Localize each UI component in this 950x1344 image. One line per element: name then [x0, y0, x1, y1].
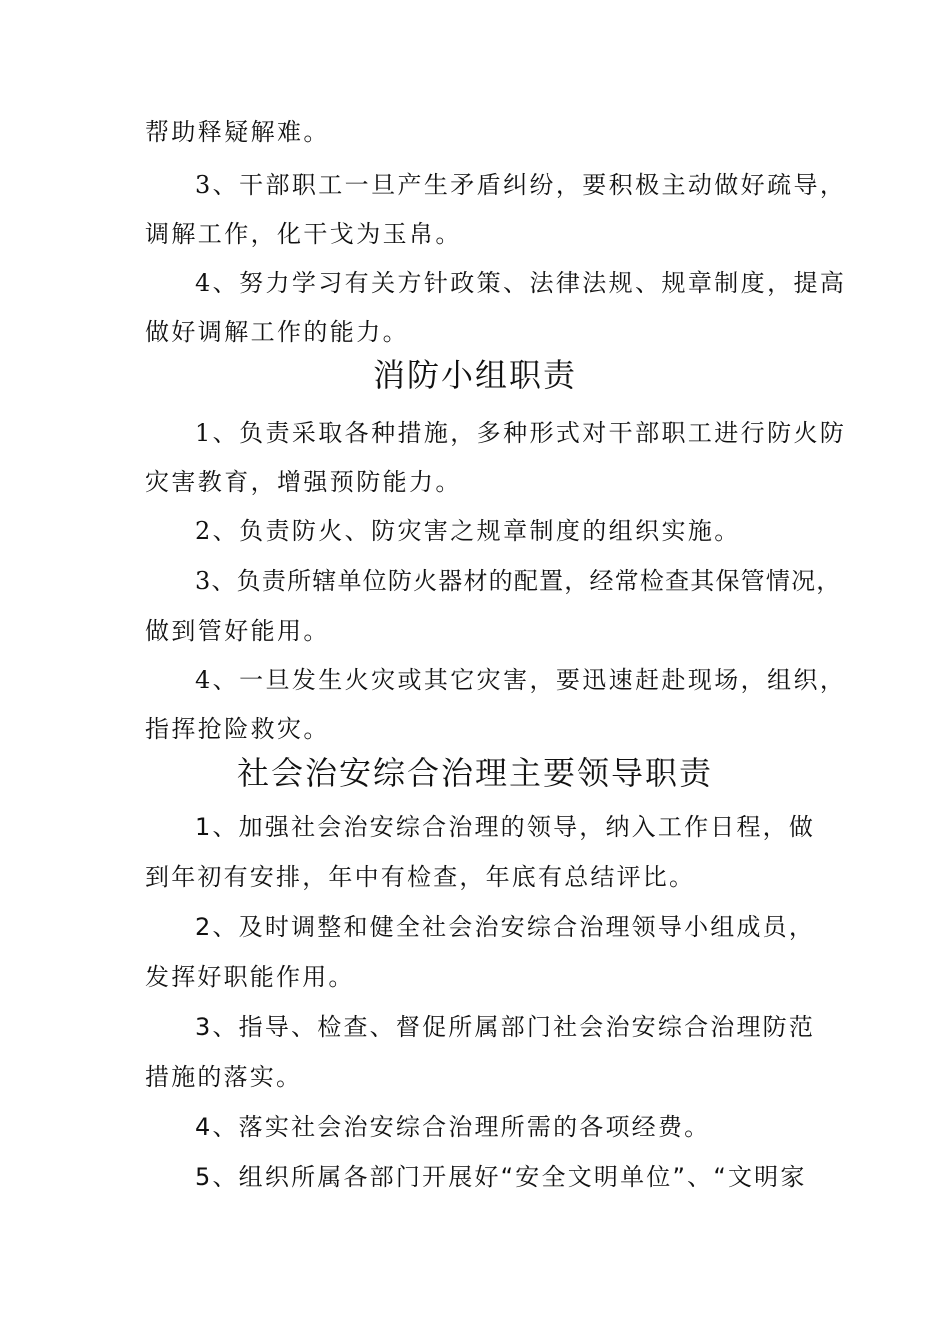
- security-item-2-line-1: 2、及时调整和健全社会治安综合治理领导小组成员，: [195, 913, 816, 941]
- intro-item-4-line-1: 4、努力学习有关方针政策、法律法规、规章制度，提高: [195, 269, 847, 297]
- intro-line-1: 帮助释疑解难。: [145, 118, 330, 146]
- intro-item-3-line-2: 调解工作，化干戈为玉帛。: [145, 220, 462, 248]
- security-section-title: 社会治安综合治理主要领导职责: [236, 754, 713, 792]
- security-item-1-line-2: 到年初有安排，年中有检查，年底有总结评比。: [145, 863, 696, 891]
- fire-item-3-line-2: 做到管好能用。: [145, 617, 330, 645]
- security-item-4-line-1: 4、落实社会治安综合治理所需的各项经费。: [195, 1113, 711, 1141]
- fire-item-2-line-1: 2、负责防火、防灾害之规章制度的组织实施。: [195, 517, 741, 545]
- intro-item-3-line-1: 3、干部职工一旦产生矛盾纠纷，要积极主动做好疏导，: [195, 171, 847, 199]
- security-item-1-line-1: 1、加强社会治安综合治理的领导，纳入工作日程，做: [195, 813, 816, 841]
- fire-item-3-line-1: 3、负责所辖单位防火器材的配置，经常检查其保管情况，: [195, 567, 842, 595]
- fire-item-1-line-2: 灾害教育，增强预防能力。: [145, 468, 462, 496]
- security-item-3-line-2: 措施的落实。: [145, 1063, 303, 1091]
- security-item-3-line-1: 3、指导、检查、督促所属部门社会治安综合治理防范: [195, 1013, 816, 1041]
- fire-section-title: 消防小组职责: [372, 356, 577, 394]
- security-item-2-line-2: 发挥好职能作用。: [145, 963, 355, 991]
- security-item-5-line-1: 5、组织所属各部门开展好“安全文明单位”、“文明家: [195, 1163, 807, 1191]
- fire-item-1-line-1: 1、负责采取各种措施，多种形式对干部职工进行防火防: [195, 419, 847, 447]
- fire-item-4-line-2: 指挥抢险救灾。: [145, 715, 330, 743]
- fire-item-4-line-1: 4、一旦发生火灾或其它灾害，要迅速赶赴现场，组织，: [195, 666, 847, 694]
- intro-item-4-line-2: 做好调解工作的能力。: [145, 318, 409, 346]
